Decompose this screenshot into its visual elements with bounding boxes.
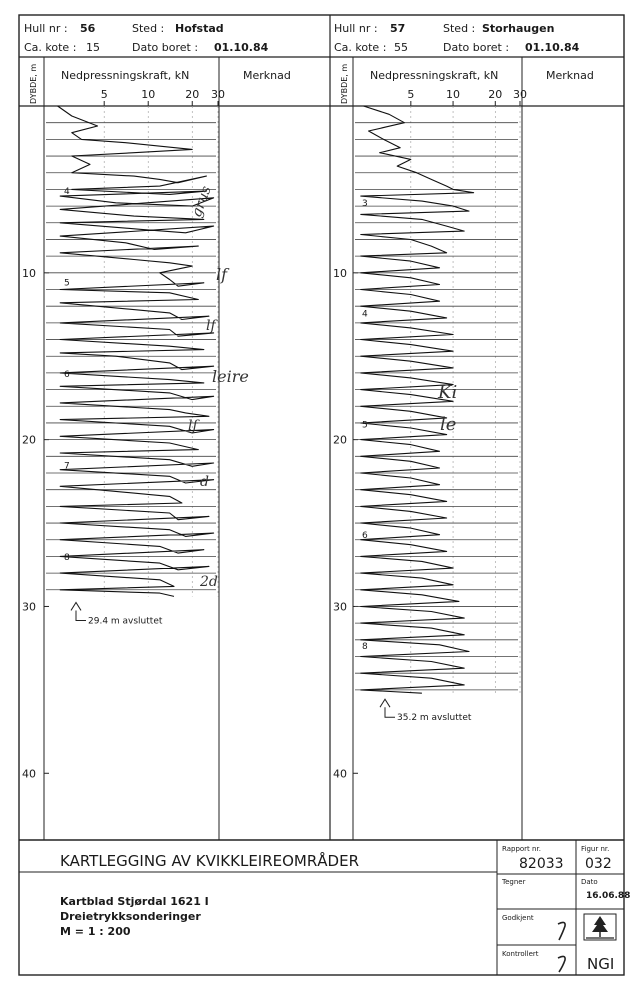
x-tick-label: 5 (407, 88, 415, 101)
x-tick-labels (101, 88, 225, 101)
handwritten-note: grus (188, 183, 215, 220)
footer-date: 16.06.88 (586, 891, 631, 901)
force-axis-title: Nedpressningskraft, kN (370, 69, 499, 82)
elevation-label: Ca. kote : (334, 41, 387, 54)
turn-mark-label: 8 (64, 552, 70, 563)
x-tick-label: 10 (141, 88, 156, 101)
handwritten-remarks-2 (437, 382, 457, 435)
depth-tick-label: 20 (333, 433, 347, 447)
date-label: Dato boret : (132, 41, 199, 54)
elevation-value: 15 (86, 41, 100, 54)
report-number: 82033 (519, 856, 564, 872)
handwritten-note: lf (206, 318, 216, 334)
title-block (19, 840, 630, 975)
hole-number: 57 (390, 22, 406, 35)
end-marker (380, 699, 472, 723)
scale: M = 1 : 200 (60, 925, 131, 938)
depth-tick-label: 20 (22, 433, 36, 447)
elevation-value: 55 (394, 41, 408, 54)
turn-mark-label: 5 (362, 420, 368, 431)
turn-mark-label: 4 (64, 187, 70, 198)
turn-mark-label: 3 (362, 198, 368, 209)
depth-axis-label: DYBDE, m (29, 63, 38, 104)
x-tick-label: 30 (513, 88, 527, 101)
project-title: KARTLEGGING AV KVIKKLEIREOMRÅDER (60, 852, 360, 870)
x-tick-labels (407, 88, 527, 101)
turn-mark-label: 6 (362, 531, 368, 542)
figure-number: 032 (585, 856, 612, 872)
approved-signature (558, 922, 565, 940)
place-label: Sted : (443, 22, 476, 35)
elevation-label: Ca. kote : (24, 41, 77, 54)
plot-hole-57 (333, 101, 520, 780)
end-depth-label: 35.2 m avsluttet (397, 713, 472, 724)
end-depth-label: 29.4 m avsluttet (88, 616, 163, 627)
turn-mark-label: 6 (64, 370, 70, 381)
turn-mark-label: 5 (64, 278, 70, 289)
hole-label: Hull nr : (24, 22, 68, 35)
ngi-logo (584, 914, 616, 973)
x-tick-label: 10 (446, 88, 461, 101)
drawer-label: Tegner (502, 878, 526, 886)
handwritten-note: Ki (438, 382, 458, 403)
x-tick-label: 20 (185, 88, 200, 101)
map-sheet: Kartblad Stjørdal 1621 I (60, 895, 209, 908)
handwritten-note: 2d (200, 574, 218, 590)
hole-label: Hull nr : (334, 22, 378, 35)
handwritten-note: le (440, 414, 457, 435)
depth-axis-label: DYBDE, m (340, 63, 349, 104)
x-tick-label: 5 (100, 88, 108, 101)
turn-mark-label: 8 (362, 641, 368, 652)
report-label: Rapport nr. (502, 845, 541, 853)
remark-column-title: Merknad (243, 69, 291, 82)
remark-column-title: Merknad (546, 69, 594, 82)
plot-hole-56 (22, 101, 218, 780)
hole-number: 56 (80, 22, 96, 35)
depth-tick-label: 40 (22, 767, 36, 781)
date-value: 01.10.84 (214, 41, 269, 54)
handwritten-remarks-1 (188, 184, 249, 590)
date-label: Dato boret : (443, 41, 510, 54)
checked-label: Kontrollert (502, 950, 539, 958)
depth-tick-label: 40 (333, 767, 347, 781)
sheet-frame (19, 15, 624, 975)
handwritten-note: lf (188, 418, 198, 434)
turn-mark-label: 7 (64, 461, 70, 472)
x-tick-label: 30 (211, 88, 225, 101)
depth-tick-label: 10 (333, 266, 347, 280)
date-label: Dato (581, 878, 598, 886)
handwritten-note: lf (216, 265, 228, 284)
depth-tick-label: 30 (333, 600, 347, 614)
handwritten-note: leire (212, 367, 249, 386)
turn-mark-label: 4 (362, 309, 368, 320)
x-tick-label: 20 (488, 88, 503, 101)
logo-text: NGI (587, 955, 615, 973)
handwritten-note: d (200, 474, 209, 490)
place-name: Storhaugen (482, 22, 555, 35)
survey-method: Dreietrykksonderinger (60, 910, 201, 923)
figure-label: Figur nr. (581, 845, 610, 853)
force-axis-title: Nedpressningskraft, kN (61, 69, 190, 82)
place-label: Sted : (132, 22, 165, 35)
date-value: 01.10.84 (525, 41, 580, 54)
approved-label: Godkjent (502, 914, 534, 922)
depth-tick-label: 10 (22, 266, 36, 280)
end-marker (71, 602, 163, 626)
checked-signature (558, 956, 565, 972)
place-name: Hofstad (175, 22, 224, 35)
panel-2-header (330, 22, 624, 840)
depth-tick-label: 30 (22, 600, 36, 614)
